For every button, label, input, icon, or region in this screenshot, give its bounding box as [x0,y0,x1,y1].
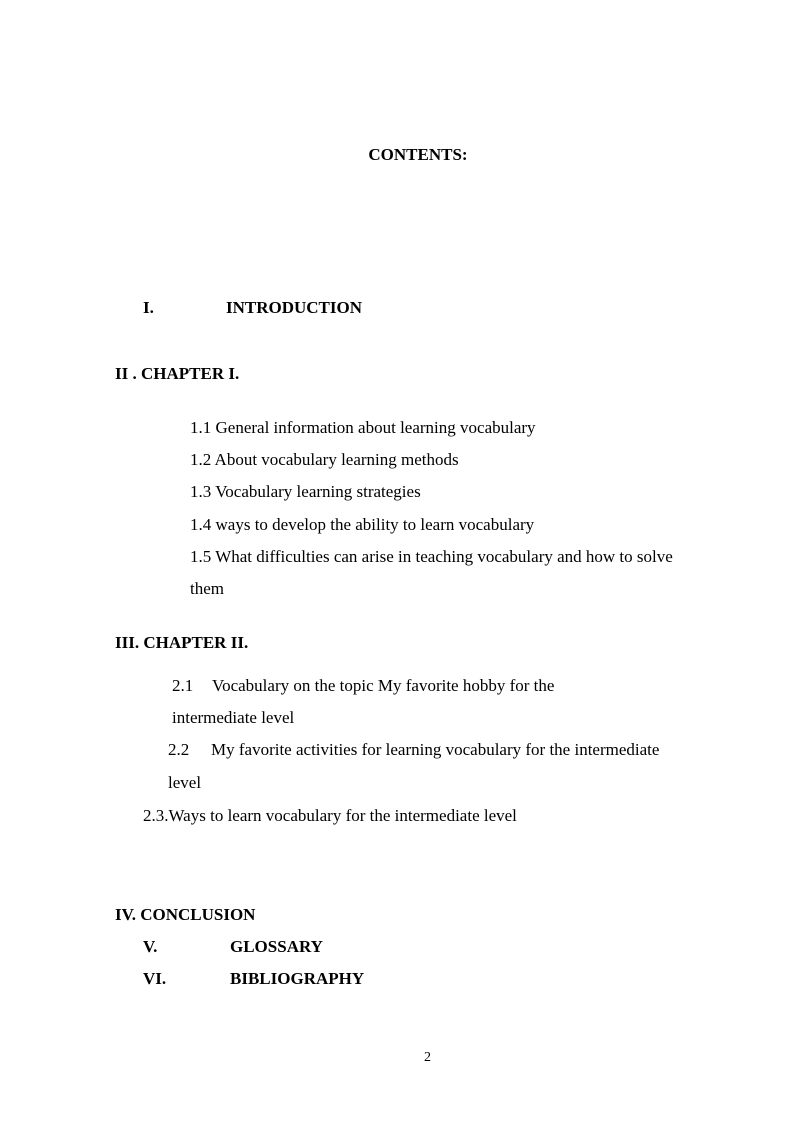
toc-chapter-2-heading: III. CHAPTER II. [115,633,249,652]
toc-item-1-5-continued: them [190,579,224,598]
toc-intro-label: INTRODUCTION [226,298,363,317]
page-number: 2 [424,1050,431,1065]
toc-bibliography-number: VI. [143,969,167,988]
toc-chapter-1-heading: II . CHAPTER I. [115,364,240,383]
toc-item-2-1: Vocabulary on the topic My favorite hobby for the [212,676,555,695]
toc-item-2-2-continued: level [168,773,202,792]
toc-conclusion: IV. CONCLUSION [115,905,256,924]
contents-heading: CONTENTS: [368,145,468,164]
toc-glossary-label: GLOSSARY [230,937,323,956]
toc-bibliography-label: BIBLIOGRAPHY [230,969,365,988]
toc-item-1-1: 1.1 General information about learning vocabulary [190,418,536,437]
toc-item-2-1-continued: intermediate level [172,708,295,727]
toc-glossary-number: V. [143,937,158,956]
toc-item-2-3: 2.3.Ways to learn vocabulary for the intermediate level [143,806,517,825]
toc-item-1-5: 1.5 What difficulties can arise in teaching vocabulary and how to solve [190,547,673,566]
toc-intro-number: I. [143,298,154,317]
toc-item-2-2-number: 2.2 [168,740,190,759]
toc-item-1-4: 1.4 ways to develop the ability to learn vocabulary [190,515,535,534]
toc-item-1-2: 1.2 About vocabulary learning methods [190,450,459,469]
toc-item-1-3: 1.3 Vocabulary learning strategies [190,482,421,501]
toc-item-2-1-number: 2.1 [172,676,194,695]
toc-item-2-2: My favorite activities for learning vocabulary for the intermediate [211,740,660,759]
